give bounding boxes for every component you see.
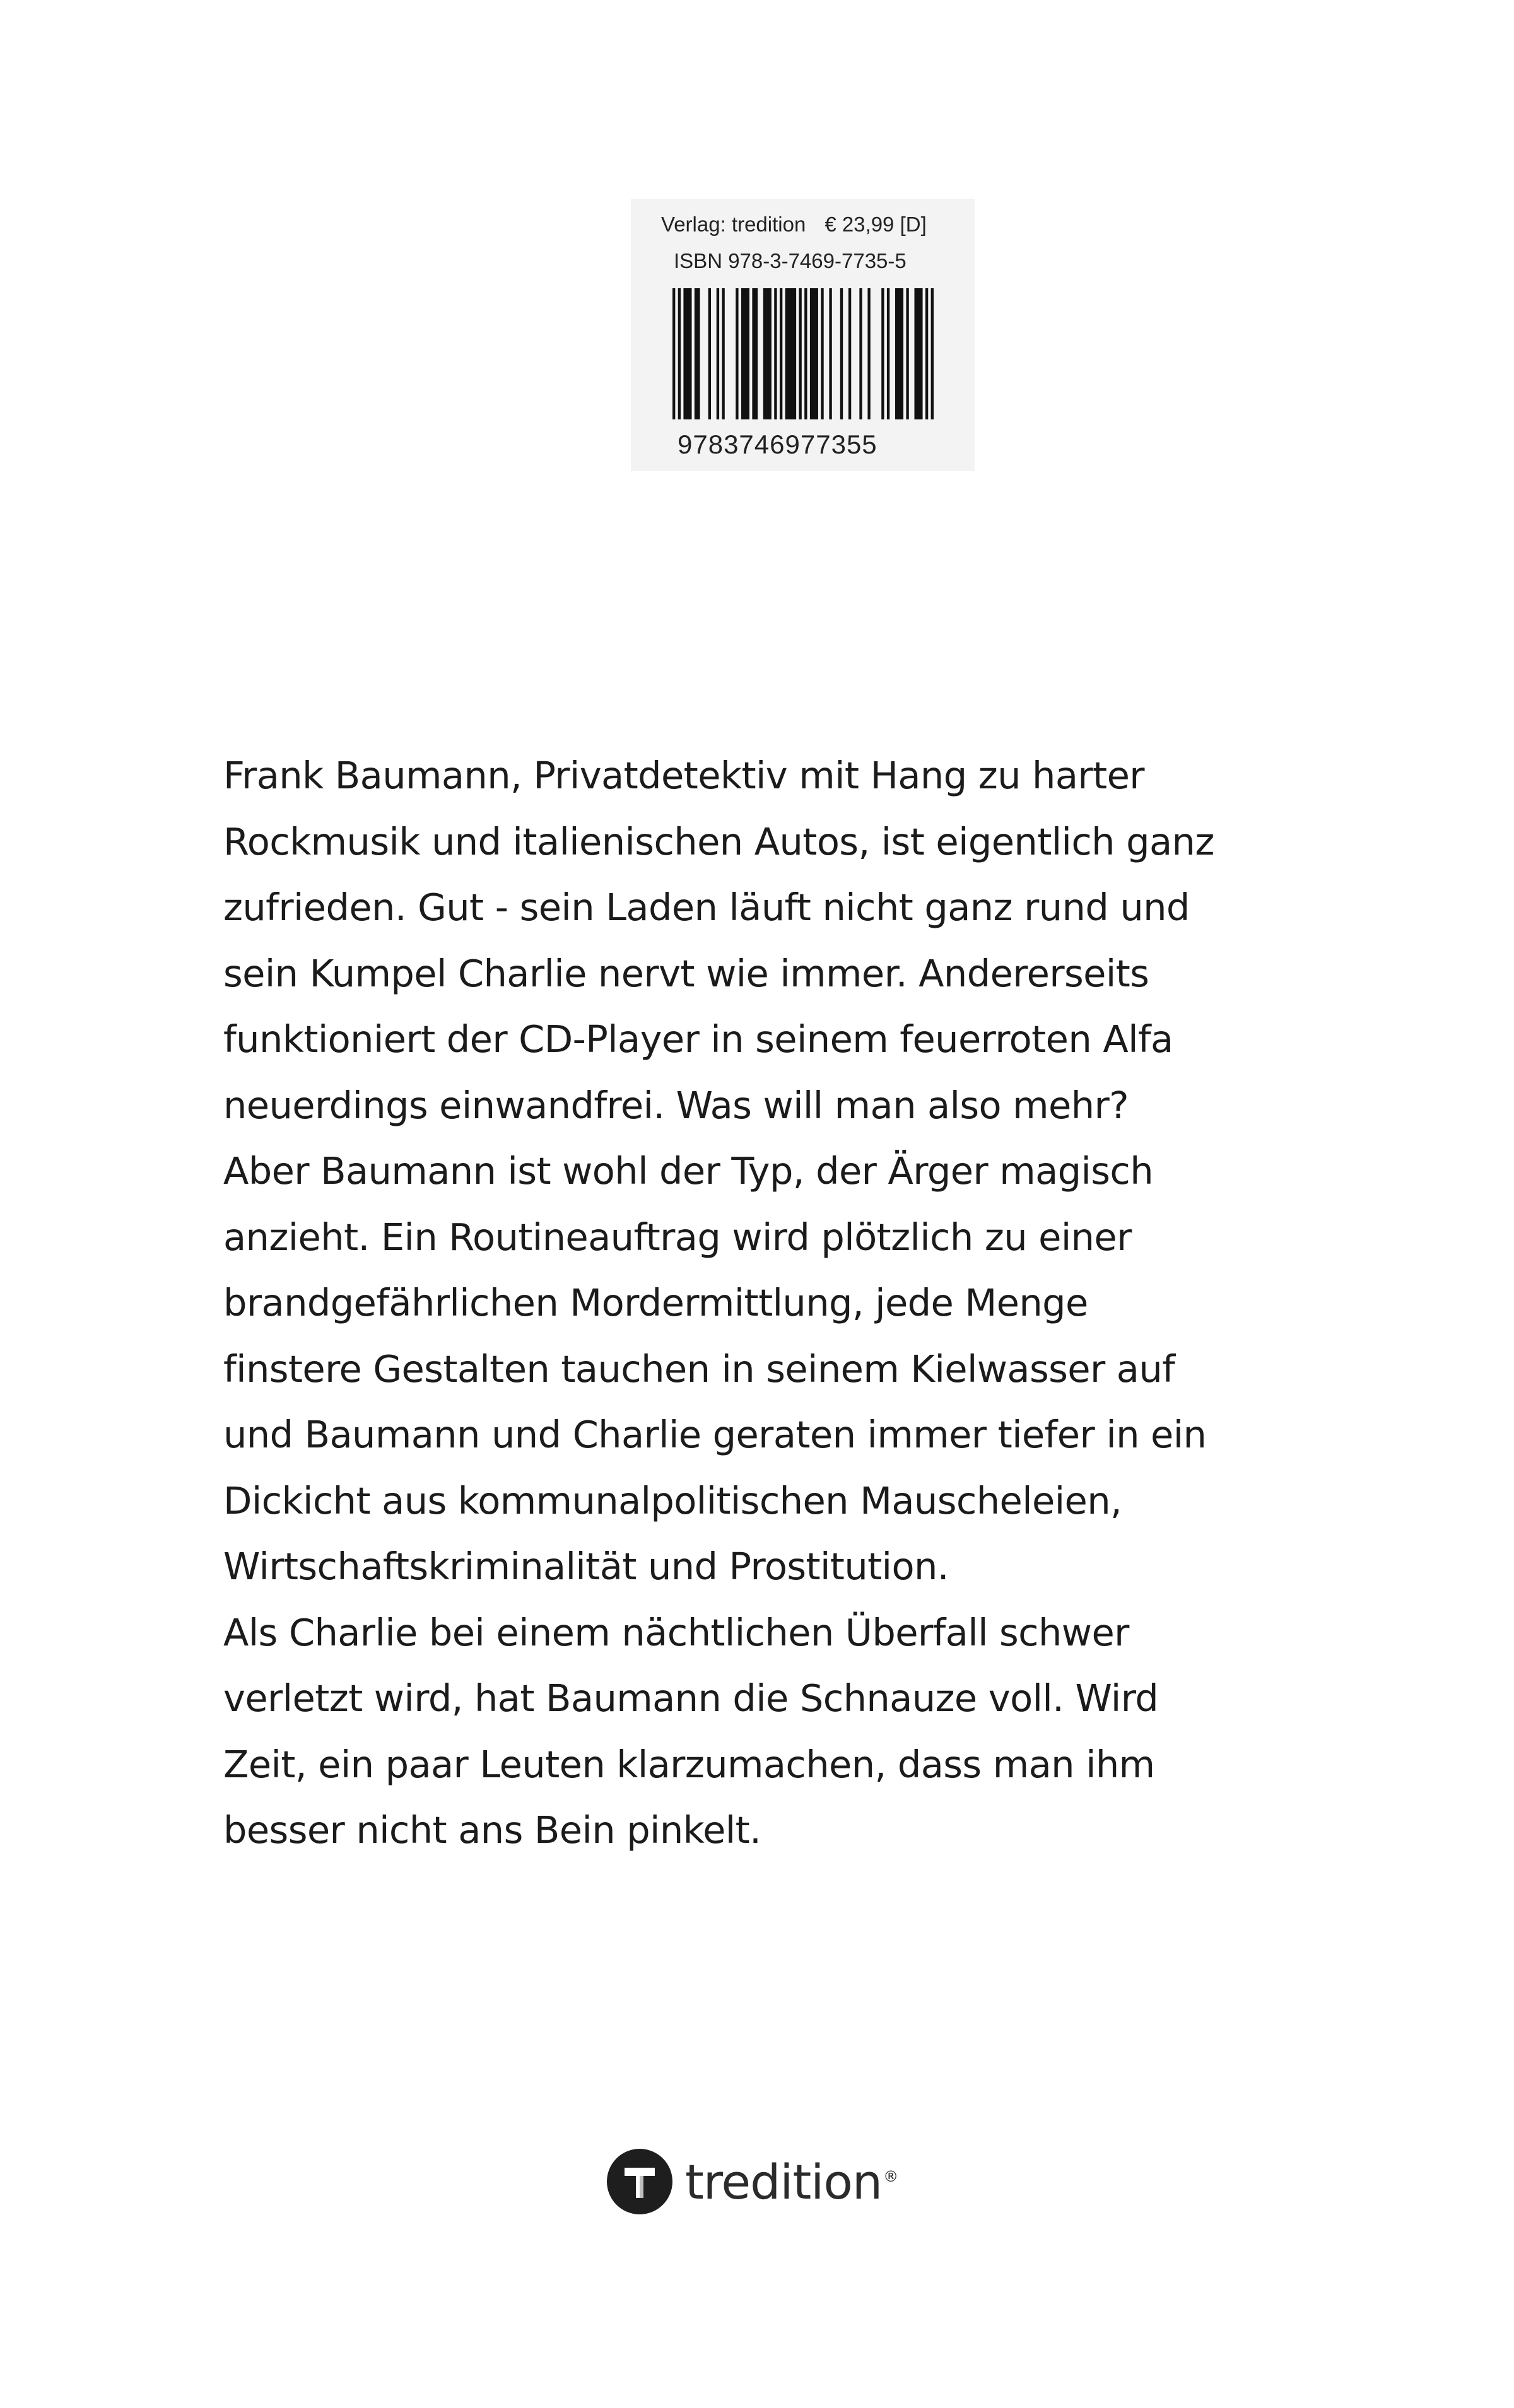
- blurb-line: verletzt wird, hat Baumann die Schnauze voll. Wird: [223, 1676, 1159, 1720]
- blurb-line: anzieht. Ein Routineauftrag wird plötzlich zu einer: [223, 1215, 1132, 1259]
- blurb-line: Frank Baumann, Privatdetektiv mit Hang zu harter: [223, 754, 1144, 797]
- barcode-bar: [848, 288, 851, 419]
- barcode-bar: [752, 288, 758, 419]
- barcode-bar: [867, 288, 870, 419]
- barcode-bar: [821, 288, 823, 419]
- barcode-digits: 9783746977355: [678, 430, 877, 459]
- barcode-bar: [695, 288, 700, 419]
- barcode-bar: [906, 288, 908, 419]
- barcode-bar: [881, 288, 884, 419]
- blurb-line: Als Charlie bei einem nächtlichen Überfall schwer: [223, 1610, 1129, 1654]
- publisher-logo: [607, 2147, 898, 2216]
- barcode-bar: [672, 288, 675, 419]
- barcode-bar: [804, 288, 807, 419]
- publisher-name: [685, 2154, 898, 2210]
- back-cover-blurb: [223, 743, 1371, 1864]
- barcode-bar: [774, 288, 777, 419]
- barcode-bar: [914, 288, 922, 419]
- blurb-line: und Baumann und Charlie geraten immer tiefer in ein: [223, 1413, 1207, 1456]
- blurb-line: neuerdings einwandfrei. Was will man also mehr?: [223, 1083, 1129, 1127]
- barcode-bars: [672, 288, 934, 419]
- barcode-bar: [859, 288, 862, 419]
- barcode-bar: [895, 288, 903, 419]
- price-label: € 23,99 [D]: [824, 213, 927, 236]
- barcode-bar: [741, 288, 749, 419]
- publisher-price-line: [661, 213, 927, 237]
- tredition-logo-icon: [607, 2149, 672, 2214]
- barcode-bar: [785, 288, 796, 419]
- blurb-line: zufrieden. Gut - sein Laden läuft nicht ganz rund und: [223, 885, 1190, 929]
- blurb-line: brandgefährlichen Mordermittlung, jede Menge: [223, 1281, 1088, 1324]
- barcode-label: [631, 199, 975, 471]
- barcode-bar: [722, 288, 724, 419]
- barcode-bar: [925, 288, 928, 419]
- blurb-line: Aber Baumann ist wohl der Typ, der Ärger magisch: [223, 1149, 1154, 1193]
- barcode-bar: [736, 288, 738, 419]
- blurb-line: Dickicht aus kommunalpolitischen Mauscheleien,: [223, 1478, 1122, 1523]
- blurb-line: Wirtschaftskriminalität und Prostitution.: [223, 1545, 949, 1588]
- barcode-bar: [829, 288, 831, 419]
- barcode-bar: [708, 288, 711, 419]
- blurb-line: finstere Gestalten tauchen in seinem Kielwasser auf: [223, 1347, 1175, 1391]
- blurb-line: Rockmusik und italienischen Autos, ist eigentlich ganz: [223, 819, 1214, 863]
- blurb-line: Zeit, ein paar Leuten klarzumachen, dass man ihm: [223, 1742, 1155, 1786]
- barcode-bar: [887, 288, 889, 419]
- blurb-line: funktioniert der CD-Player in seinem feuerroten Alfa: [223, 1017, 1173, 1061]
- barcode-bar: [780, 288, 782, 419]
- blurb-line: sein Kumpel Charlie nervt wie immer. Andererseits: [223, 951, 1149, 995]
- barcode-bar: [717, 288, 719, 419]
- barcode-bar: [810, 288, 818, 419]
- barcode-bar: [763, 288, 772, 419]
- barcode-bar: [931, 288, 934, 419]
- publisher-label: Verlag: tredition: [661, 213, 806, 236]
- barcode-bar: [840, 288, 843, 419]
- blurb-line: besser nicht ans Bein pinkelt.: [223, 1808, 761, 1852]
- isbn-label: ISBN 978-3-7469-7735-5: [674, 249, 907, 272]
- barcode-bar: [799, 288, 801, 419]
- barcode-bar: [683, 288, 691, 419]
- barcode-bar: [678, 288, 681, 419]
- registered-mark: ®: [883, 2168, 898, 2186]
- publisher-wordmark: tredition: [685, 2153, 883, 2210]
